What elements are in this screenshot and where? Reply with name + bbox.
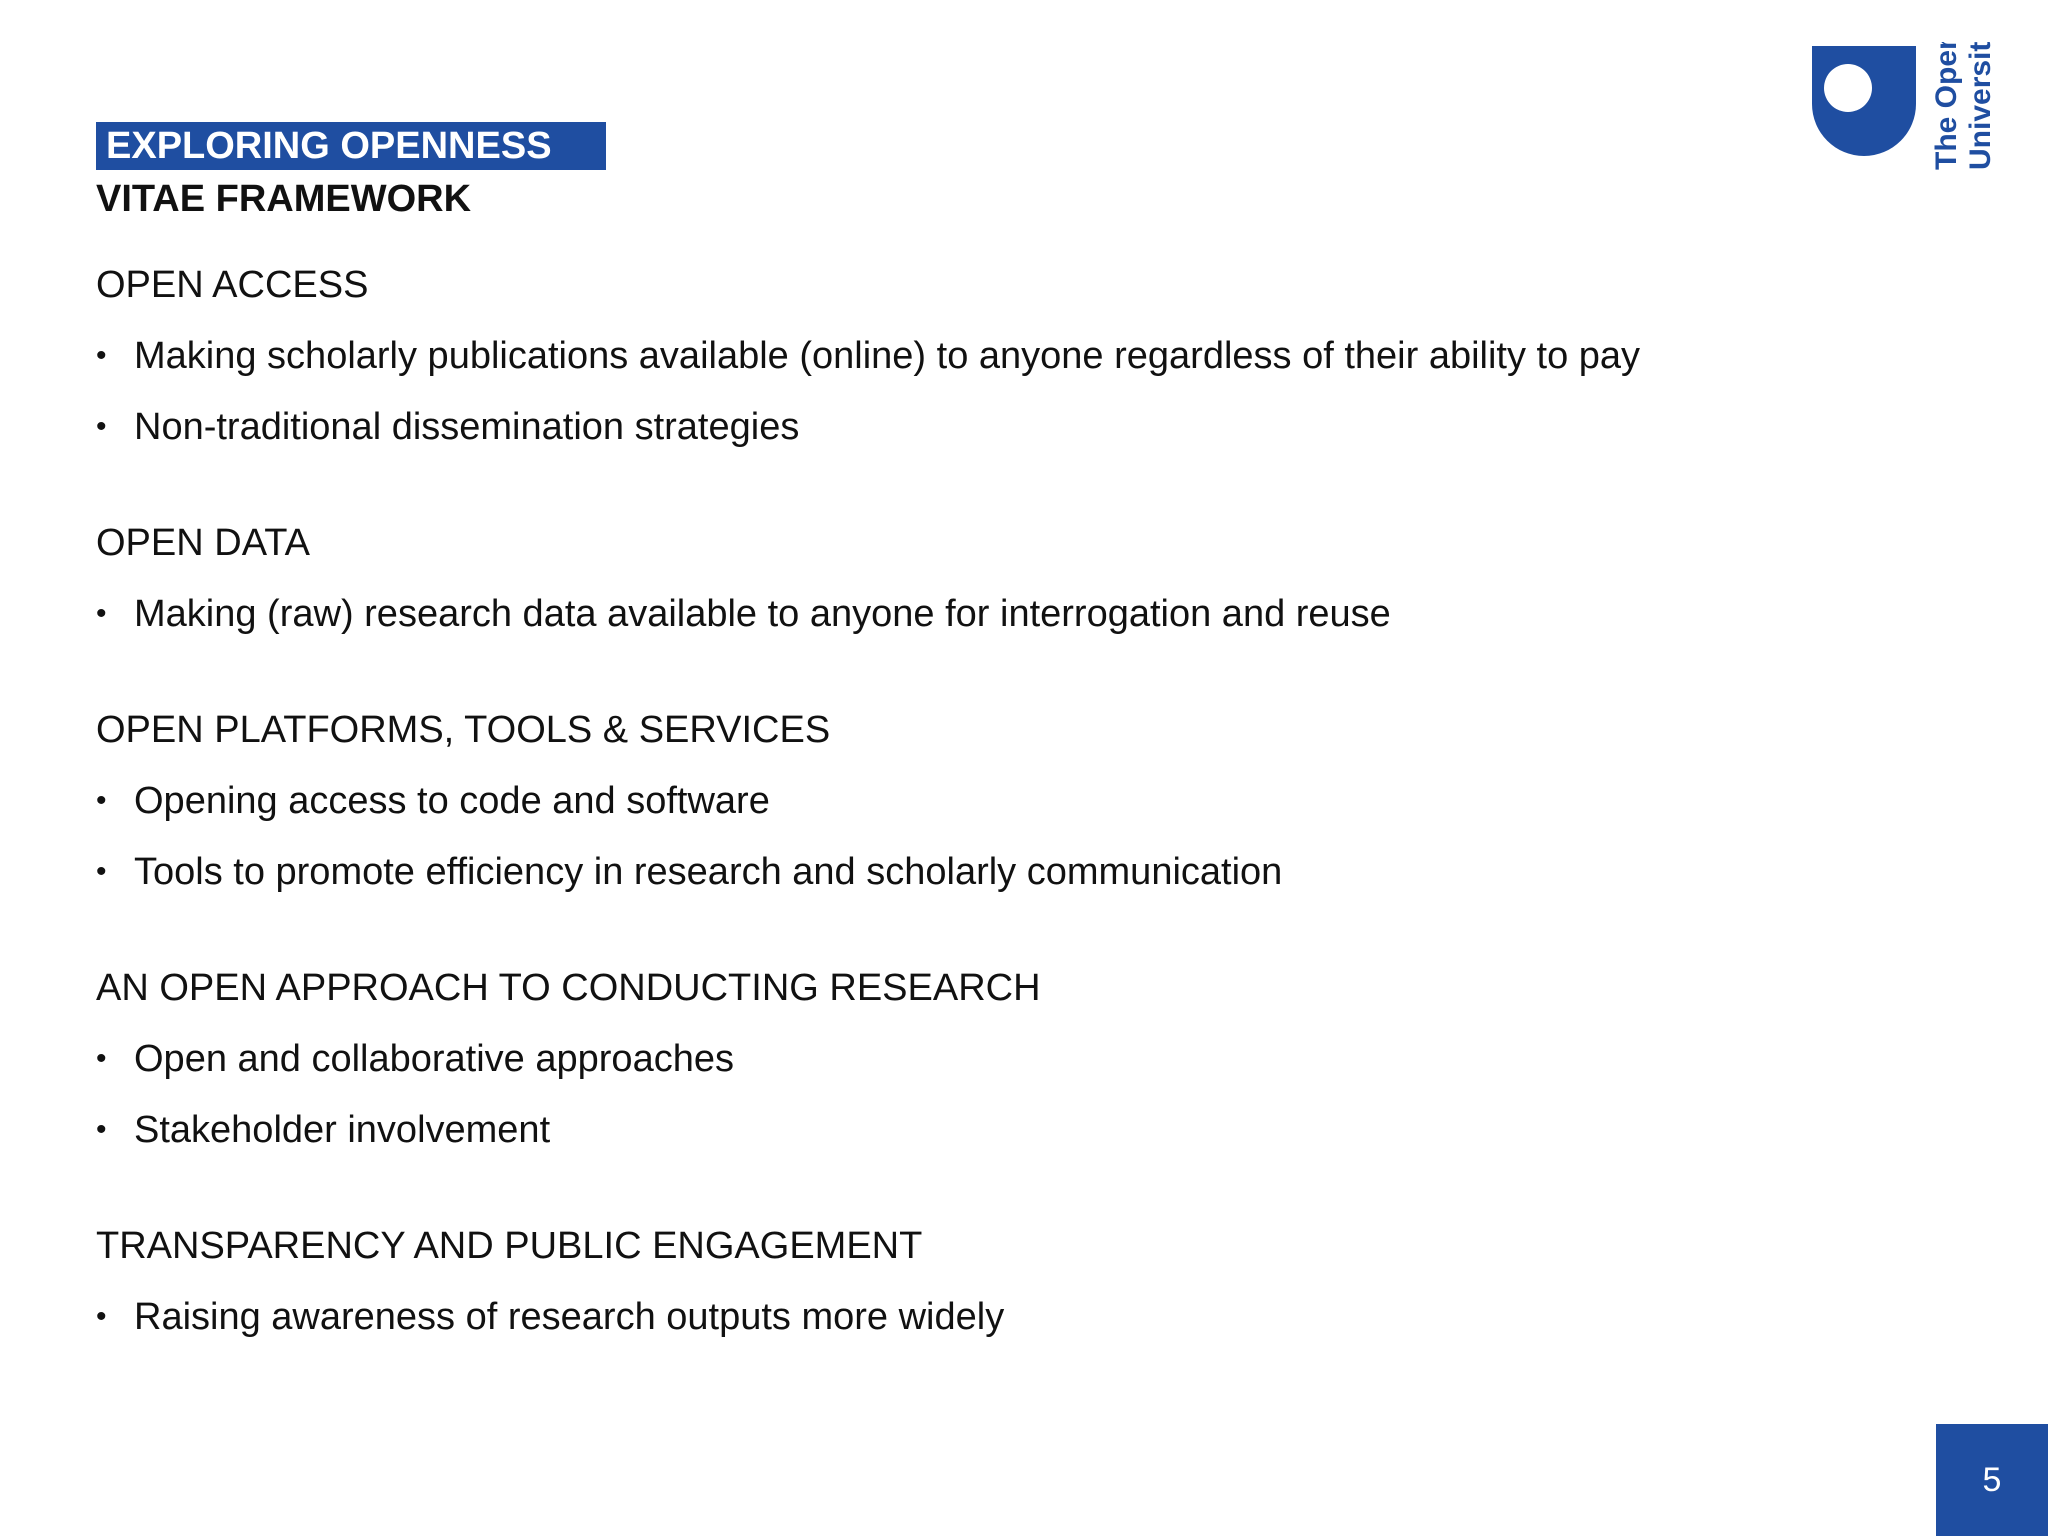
list-item	[96, 587, 1936, 641]
bullet-list	[96, 587, 1936, 641]
section-open-data	[96, 516, 1936, 641]
bullet-dot-icon: •	[96, 597, 107, 630]
bullet-list	[96, 1032, 1936, 1157]
bullet-list	[96, 1290, 1936, 1344]
bullet-dot-icon: •	[96, 1300, 107, 1333]
list-item-text: Making (raw) research data available to anyone for interrogation and reuse	[134, 593, 1391, 635]
section-transparency	[96, 1219, 1936, 1344]
logo-line1: The Open	[1930, 42, 1963, 170]
bullet-list	[96, 774, 1936, 899]
section-open-platforms	[96, 703, 1936, 899]
list-item	[96, 1103, 1936, 1157]
page-number: 5	[1982, 1460, 2002, 1499]
bullet-dot-icon: •	[96, 410, 107, 443]
list-item	[96, 845, 1936, 899]
open-university-logo	[1810, 42, 2000, 174]
list-item-text: Non-traditional dissemination strategies	[134, 406, 800, 448]
section-heading: OPEN DATA	[96, 522, 310, 564]
list-item-text: Raising awareness of research outputs more widely	[134, 1296, 1005, 1338]
list-item-text: Stakeholder involvement	[134, 1109, 551, 1151]
list-item-text: Opening access to code and software	[134, 780, 770, 822]
list-item	[96, 1032, 1936, 1086]
list-item-text: Making scholarly publications available (online) to anyone regardless of their ability to pay	[134, 335, 1641, 377]
section-heading: OPEN PLATFORMS, TOOLS & SERVICES	[96, 709, 831, 751]
bullet-list	[96, 329, 1936, 454]
slide-subtitle: VITAE FRAMEWORK	[96, 178, 472, 220]
page-number-badge	[1936, 1424, 2048, 1536]
list-item	[96, 329, 1936, 383]
section-heading: TRANSPARENCY AND PUBLIC ENGAGEMENT	[96, 1225, 923, 1267]
section-heading: AN OPEN APPROACH TO CONDUCTING RESEARCH	[96, 967, 1041, 1009]
list-item	[96, 1290, 1936, 1344]
list-item-text: Open and collaborative approaches	[134, 1038, 734, 1080]
bullet-dot-icon: •	[96, 1113, 107, 1146]
slide-content	[96, 258, 1936, 1344]
section-open-approach	[96, 961, 1936, 1157]
slide-title-banner	[96, 122, 606, 170]
bullet-dot-icon: •	[96, 339, 107, 372]
logo-line2: University	[1964, 42, 1997, 170]
list-item	[96, 400, 1936, 454]
section-open-access	[96, 258, 1936, 454]
section-heading: OPEN ACCESS	[96, 264, 369, 306]
list-item-text: Tools to promote efficiency in research and scholarly communication	[134, 851, 1283, 893]
bullet-dot-icon: •	[96, 784, 107, 817]
slide-title: EXPLORING OPENNESS	[106, 125, 552, 167]
bullet-dot-icon: •	[96, 1042, 107, 1075]
list-item	[96, 774, 1936, 828]
bullet-dot-icon: •	[96, 855, 107, 888]
